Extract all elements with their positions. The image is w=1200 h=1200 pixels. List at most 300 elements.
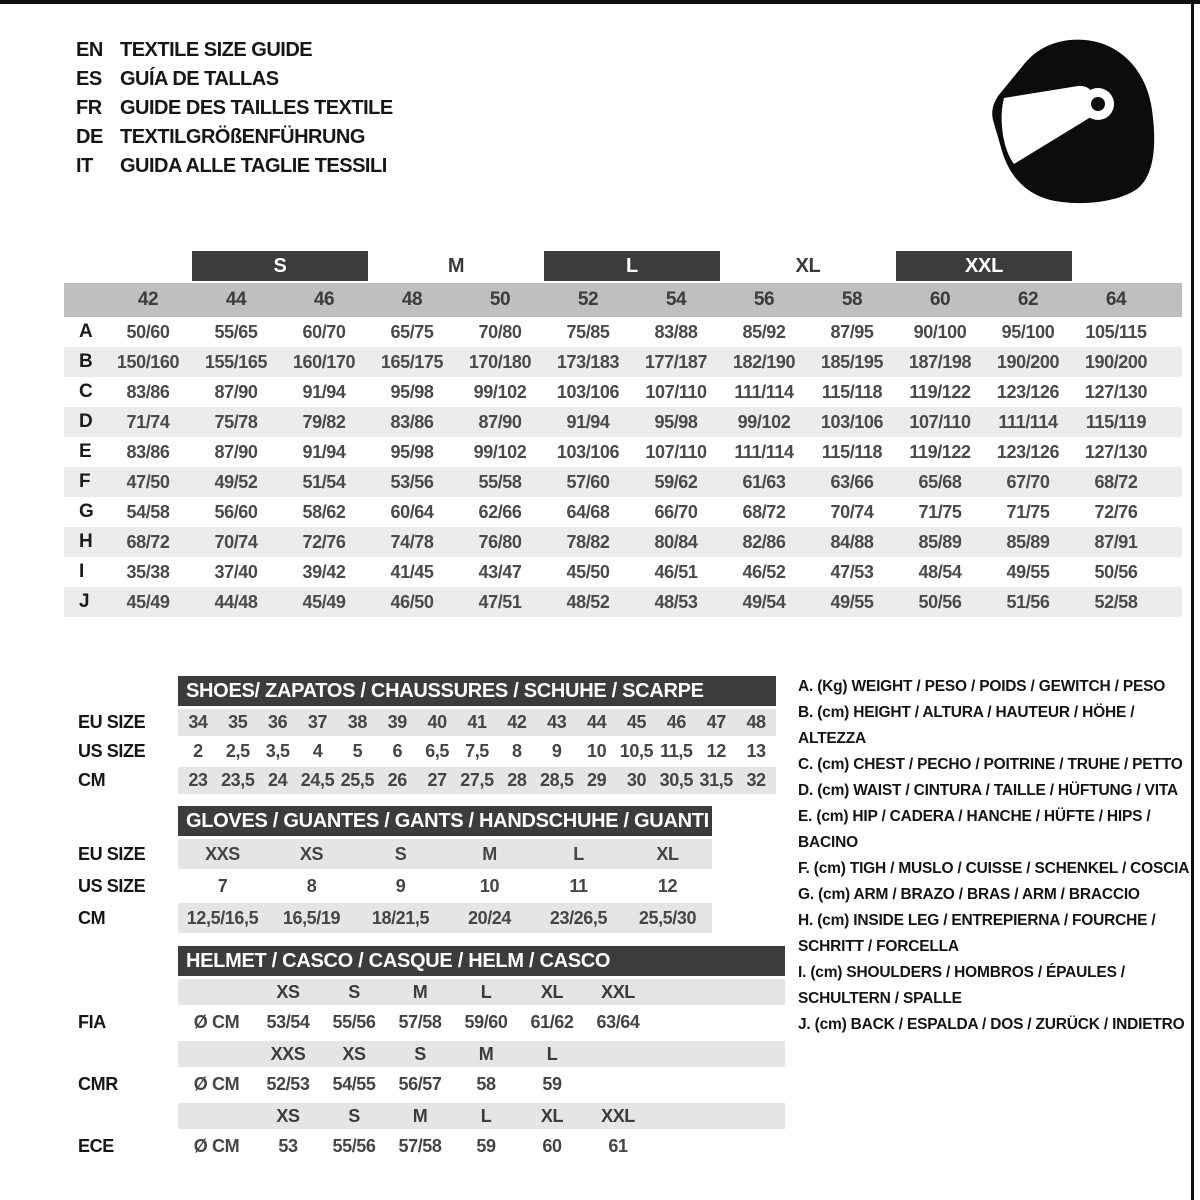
value-cell: 43/47 <box>478 561 522 582</box>
value-cell: 50/56 <box>1094 561 1138 582</box>
value-cell: 35/38 <box>126 561 170 582</box>
value-cell: 46/50 <box>390 591 434 612</box>
value-cell: 68/72 <box>742 501 786 522</box>
value-cell: 20/24 <box>445 903 534 933</box>
size-header: XXL <box>585 1103 651 1129</box>
value-cell: 53/54 <box>266 1011 310 1032</box>
racing-helmet-icon <box>978 34 1156 206</box>
table-row-e <box>64 437 1182 467</box>
size-header: XXS <box>255 1041 321 1067</box>
size-header: XL <box>519 1103 585 1129</box>
size-header-gutter <box>64 1103 178 1129</box>
value-cell: 68/72 <box>1094 471 1138 492</box>
table-row-i <box>64 557 1182 587</box>
value-cell: 49/55 <box>1006 561 1050 582</box>
value-cell: 61/62 <box>530 1011 574 1032</box>
value-cell: 103/106 <box>820 411 884 432</box>
unit-spacer <box>178 979 255 1005</box>
size-band-s: S <box>192 251 368 281</box>
value-cell: 35 <box>218 709 258 736</box>
value-cell: 37 <box>298 709 338 736</box>
value-cell: 46/52 <box>742 561 786 582</box>
value-cell: 10,5 <box>619 741 654 761</box>
measurement-legend <box>798 674 1190 1038</box>
gray-filler <box>651 1103 785 1129</box>
value-cell: 44/48 <box>214 591 258 612</box>
unit-spacer <box>178 1041 255 1067</box>
column-header: 64 <box>1105 289 1127 310</box>
value-cell: 59/62 <box>654 471 698 492</box>
value-cell: 57/60 <box>566 471 610 492</box>
value-cell: 27 <box>417 767 457 794</box>
value-cell: 5 <box>352 741 363 761</box>
section-row <box>64 903 712 933</box>
section-title-row <box>64 946 785 976</box>
helmet-size-header <box>64 1103 785 1129</box>
value-cell: 111/114 <box>734 381 794 402</box>
diameter-unit: Ø CM <box>193 1073 240 1094</box>
value-cell: 83/86 <box>126 381 170 402</box>
value-cell: 55/58 <box>478 471 522 492</box>
shoes-size-table <box>64 676 776 796</box>
value-cell: 28,5 <box>537 767 577 794</box>
value-cell: 150/160 <box>116 351 180 372</box>
value-cell: 155/165 <box>204 351 268 372</box>
size-header: S <box>321 1103 387 1129</box>
value-cell: 48 <box>736 709 776 736</box>
value-cell: 25,5/30 <box>623 903 712 933</box>
language-title: TEXTILE SIZE GUIDE <box>120 39 313 61</box>
language-title: GUIDE DES TAILLES TEXTILE <box>120 97 393 119</box>
value-cell: 190/200 <box>1084 351 1148 372</box>
value-cell: 160/170 <box>292 351 356 372</box>
language-row <box>76 65 393 94</box>
legend-item: I. (cm) SHOULDERS / HOMBROS / ÉPAULES / SCHULTERN / SPALLE <box>798 964 1125 1007</box>
helmet-size-header <box>64 1041 785 1067</box>
row-label: B <box>79 351 93 372</box>
value-cell: 44 <box>577 709 617 736</box>
value-cell: 185/195 <box>820 351 884 372</box>
value-cell: 6 <box>392 741 403 761</box>
language-code: IT <box>76 155 93 177</box>
value-cell: 67/70 <box>1006 471 1050 492</box>
section-title-row <box>64 806 712 836</box>
value-cell: 59/60 <box>464 1011 508 1032</box>
value-cell: 83/88 <box>654 321 698 342</box>
value-cell: 111/114 <box>998 411 1058 432</box>
value-cell: 91/94 <box>302 441 346 462</box>
value-cell: 87/95 <box>830 321 874 342</box>
visor-pivot-dot <box>1091 97 1105 111</box>
value-cell: 8 <box>512 741 522 761</box>
value-cell: 28 <box>497 767 537 794</box>
size-header: M <box>453 1041 519 1067</box>
helmet-value-row <box>64 1007 785 1037</box>
value-cell: 23,5 <box>218 767 258 794</box>
value-cell: 12,5/16,5 <box>178 903 267 933</box>
value-cell: 74/78 <box>390 531 434 552</box>
table-row-d <box>64 407 1182 437</box>
value-cell: 46/51 <box>654 561 698 582</box>
value-cell: 23/26,5 <box>534 903 623 933</box>
value-cell: 24,5 <box>298 767 338 794</box>
value-cell: 60/70 <box>302 321 346 342</box>
value-cell: 70/74 <box>214 531 258 552</box>
row-label: CM <box>78 907 106 928</box>
legend-item: A. (Kg) WEIGHT / PESO / POIDS / GEWITCH / PESO <box>798 678 1166 695</box>
value-cell: 84/88 <box>830 531 874 552</box>
value-cell: 65/68 <box>918 471 962 492</box>
row-label: J <box>79 591 90 612</box>
row-label: G <box>79 501 94 522</box>
size-header: XS <box>255 1103 321 1129</box>
helmet-size-table <box>64 946 785 1165</box>
value-cell: 78/82 <box>566 531 610 552</box>
value-cell: 107/110 <box>645 441 707 462</box>
row-label: D <box>79 411 93 432</box>
section-title: GLOVES / GUANTES / GANTS / HANDSCHUHE / GUANTI <box>178 806 712 836</box>
value-cell: 177/187 <box>644 351 708 372</box>
value-cell: 30 <box>617 767 657 794</box>
legend-item: F. (cm) TIGH / MUSLO / CUISSE / SCHENKEL / COSCIA <box>798 860 1190 877</box>
value-cell: 65/75 <box>390 321 434 342</box>
value-cell: 83/86 <box>390 411 434 432</box>
value-cell: 105/115 <box>1085 321 1147 342</box>
value-cell: 190/200 <box>996 351 1060 372</box>
diameter-unit: Ø CM <box>193 1011 240 1032</box>
top-border-line <box>0 0 1200 4</box>
value-cell: 99/102 <box>737 411 791 432</box>
section-row <box>64 839 712 869</box>
value-cell: 45 <box>617 709 657 736</box>
legend-item: B. (cm) HEIGHT / ALTURA / HAUTEUR / HÖHE / ALTEZZA <box>798 704 1135 747</box>
section-title: SHOES/ ZAPATOS / CHAUSSURES / SCHUHE / SCARPE <box>178 676 776 706</box>
value-cell: 4 <box>312 741 323 761</box>
value-cell: 41/45 <box>390 561 434 582</box>
language-code: FR <box>76 97 102 119</box>
gloves-size-table <box>64 806 712 935</box>
value-cell: S <box>356 839 445 869</box>
value-cell: 58/62 <box>302 501 346 522</box>
value-cell: 27,5 <box>457 767 497 794</box>
column-header: 60 <box>929 289 951 310</box>
table-row-f <box>64 467 1182 497</box>
value-cell: 87/90 <box>214 441 258 462</box>
column-header: 42 <box>137 289 159 310</box>
value-cell: 12 <box>657 875 678 896</box>
size-header: XL <box>519 979 585 1005</box>
value-cell: 32 <box>736 767 776 794</box>
size-header: XS <box>255 979 321 1005</box>
value-cell: 54/58 <box>126 501 170 522</box>
value-cell: 36 <box>258 709 298 736</box>
value-cell: 71/74 <box>126 411 170 432</box>
size-header: M <box>387 979 453 1005</box>
size-band-m: M <box>447 254 465 277</box>
language-title: GUIDA ALLE TAGLIE TESSILI <box>120 155 387 177</box>
table-row-j <box>64 587 1182 617</box>
size-header: M <box>387 1103 453 1129</box>
value-cell: 58 <box>476 1073 496 1094</box>
column-header: 48 <box>401 289 423 310</box>
value-cell: 3,5 <box>265 741 290 761</box>
value-cell: 115/119 <box>1085 411 1147 432</box>
section-row <box>64 738 776 765</box>
value-cell: 2,5 <box>225 741 250 761</box>
helmet-size-header <box>64 979 785 1005</box>
value-cell: 50/56 <box>918 591 962 612</box>
row-label: US SIZE <box>78 875 146 896</box>
language-code: ES <box>76 68 102 90</box>
section-gutter <box>64 806 178 836</box>
value-cell: 99/102 <box>473 441 527 462</box>
value-cell: 55/65 <box>214 321 258 342</box>
value-cell: XL <box>623 839 712 869</box>
value-cell: 107/110 <box>645 381 707 402</box>
right-border-line <box>1191 0 1194 1200</box>
value-cell: L <box>534 839 623 869</box>
section-row <box>64 767 776 794</box>
value-cell: 85/89 <box>1006 531 1050 552</box>
row-label: EU SIZE <box>78 843 146 864</box>
language-code: DE <box>76 126 103 148</box>
section-row <box>64 871 712 901</box>
value-cell: 119/122 <box>909 441 971 462</box>
value-cell: 50/60 <box>126 321 170 342</box>
size-header: XS <box>321 1041 387 1067</box>
value-cell: 29 <box>577 767 617 794</box>
value-cell: 61 <box>608 1135 628 1156</box>
column-header: 62 <box>1017 289 1039 310</box>
value-cell: 37/40 <box>214 561 258 582</box>
language-code: EN <box>76 39 103 61</box>
value-cell: 107/110 <box>909 411 971 432</box>
standard-label: ECE <box>78 1135 114 1156</box>
size-header: L <box>519 1041 585 1067</box>
value-cell: 53/56 <box>390 471 434 492</box>
value-cell: 62/66 <box>478 501 522 522</box>
value-cell: 30,5 <box>656 767 696 794</box>
value-cell: XS <box>267 839 356 869</box>
value-cell: 45/49 <box>126 591 170 612</box>
value-cell: 123/126 <box>996 441 1060 462</box>
columns-header-row <box>64 283 1182 317</box>
value-cell: 187/198 <box>908 351 972 372</box>
value-cell: 111/114 <box>734 441 794 462</box>
value-cell: 70/74 <box>830 501 874 522</box>
value-cell: 56/57 <box>398 1073 442 1094</box>
value-cell: 2 <box>193 741 203 761</box>
value-cell: 51/56 <box>1006 591 1050 612</box>
value-cell: 60/64 <box>390 501 434 522</box>
value-cell: 59 <box>542 1073 562 1094</box>
size-header-gutter <box>64 979 178 1005</box>
value-cell: 75/85 <box>566 321 610 342</box>
value-cell: 80/84 <box>654 531 698 552</box>
value-cell: 71/75 <box>918 501 962 522</box>
value-cell: 39/42 <box>302 561 346 582</box>
column-header: 54 <box>665 289 687 310</box>
legend-item: E. (cm) HIP / CADERA / HANCHE / HÜFTE / HIPS / BACINO <box>798 808 1151 851</box>
value-cell: 61/63 <box>742 471 786 492</box>
size-band-xxl: XXL <box>896 251 1072 281</box>
value-cell: 56/60 <box>214 501 258 522</box>
column-header: 44 <box>225 289 247 310</box>
value-cell: 95/98 <box>390 441 434 462</box>
value-cell: 40 <box>417 709 457 736</box>
row-label: E <box>79 441 92 462</box>
language-row <box>76 36 393 65</box>
value-cell: 85/89 <box>918 531 962 552</box>
value-cell: 95/98 <box>654 411 698 432</box>
value-cell: 49/55 <box>830 591 874 612</box>
value-cell: 123/126 <box>996 381 1060 402</box>
section-gutter <box>64 946 178 976</box>
value-cell: 95/98 <box>390 381 434 402</box>
value-cell: 60 <box>542 1135 562 1156</box>
value-cell: 34 <box>178 709 218 736</box>
value-cell: 95/100 <box>1001 321 1055 342</box>
value-cell: 49/52 <box>214 471 258 492</box>
value-cell: 103/106 <box>556 381 620 402</box>
row-label: I <box>79 561 84 582</box>
value-cell: 59 <box>476 1135 496 1156</box>
value-cell: 48/53 <box>654 591 698 612</box>
value-cell: 45/49 <box>302 591 346 612</box>
value-cell: 85/92 <box>742 321 786 342</box>
value-cell: M <box>445 839 534 869</box>
value-cell: 75/78 <box>214 411 258 432</box>
value-cell: 8 <box>306 875 317 896</box>
legend-item: D. (cm) WAIST / CINTURA / TAILLE / HÜFTUNG / VITA <box>798 782 1178 799</box>
value-cell: 38 <box>337 709 377 736</box>
legend-item: H. (cm) INSIDE LEG / ENTREPIERNA / FOURCHE / SCHRITT / FORCELLA <box>798 912 1156 955</box>
textile-size-table <box>64 251 1182 617</box>
column-header: 52 <box>577 289 599 310</box>
value-cell: 31,5 <box>696 767 736 794</box>
value-cell: 6,5 <box>425 741 450 761</box>
size-header: S <box>321 979 387 1005</box>
value-cell: 63/64 <box>596 1011 640 1032</box>
value-cell: 48/52 <box>566 591 610 612</box>
value-cell: 47/51 <box>478 591 522 612</box>
value-cell: 63/66 <box>830 471 874 492</box>
value-cell: 42 <box>497 709 537 736</box>
column-header: 56 <box>753 289 775 310</box>
section-row <box>64 709 776 736</box>
column-header: 58 <box>841 289 863 310</box>
value-cell: 41 <box>457 709 497 736</box>
value-cell: 66/70 <box>654 501 698 522</box>
value-cell: 99/102 <box>473 381 527 402</box>
section-gutter <box>64 676 178 706</box>
value-cell: 72/76 <box>1094 501 1138 522</box>
value-cell: 82/86 <box>742 531 786 552</box>
value-cell: 79/82 <box>302 411 346 432</box>
row-label: F <box>79 471 91 492</box>
value-cell: 10 <box>479 875 500 896</box>
table-row-c <box>64 377 1182 407</box>
value-cell: 43 <box>537 709 577 736</box>
value-cell: 83/86 <box>126 441 170 462</box>
legend-item: G. (cm) ARM / BRAZO / BRAS / ARM / BRACCIO <box>798 886 1140 903</box>
value-cell: 48/54 <box>918 561 962 582</box>
value-cell: 72/76 <box>302 531 346 552</box>
legend-item: C. (cm) CHEST / PECHO / POITRINE / TRUHE / PETTO <box>798 756 1183 773</box>
value-cell: 68/72 <box>126 531 170 552</box>
row-label: CM <box>78 770 106 790</box>
value-cell: XXS <box>178 839 267 869</box>
value-cell: 46 <box>656 709 696 736</box>
value-cell: 52/53 <box>266 1073 310 1094</box>
language-title: TEXTILGRÖßENFÜHRUNG <box>120 126 365 148</box>
value-cell: 10 <box>586 741 607 761</box>
value-cell: 127/130 <box>1084 381 1148 402</box>
size-header-empty <box>585 1041 651 1067</box>
value-cell: 64/68 <box>566 501 610 522</box>
language-row <box>76 94 393 123</box>
value-cell: 90/100 <box>913 321 967 342</box>
legend-item: J. (cm) BACK / ESPALDA / DOS / ZURÜCK / INDIETRO <box>798 1016 1185 1033</box>
row-label: H <box>79 531 93 552</box>
size-header: L <box>453 979 519 1005</box>
value-cell: 55/56 <box>332 1135 376 1156</box>
value-cell: 103/106 <box>556 441 620 462</box>
value-cell: 87/91 <box>1094 531 1138 552</box>
value-cell: 16,5/19 <box>267 903 356 933</box>
value-cell: 71/75 <box>1006 501 1050 522</box>
row-label-spacer <box>64 283 104 317</box>
value-cell: 52/58 <box>1094 591 1138 612</box>
value-cell: 7,5 <box>465 741 489 761</box>
section-title: HELMET / CASCO / CASQUE / HELM / CASCO <box>178 946 785 976</box>
unit-spacer <box>178 1103 255 1129</box>
size-header-gutter <box>64 1041 178 1067</box>
row-label: EU SIZE <box>78 712 146 732</box>
value-cell: 91/94 <box>302 381 346 402</box>
value-cell: 49/54 <box>742 591 786 612</box>
language-row <box>76 152 393 181</box>
size-header: S <box>387 1041 453 1067</box>
table-row-b <box>64 347 1182 377</box>
value-cell: 119/122 <box>909 381 971 402</box>
value-cell: 23 <box>178 767 218 794</box>
value-cell: 165/175 <box>380 351 444 372</box>
value-cell: 26 <box>377 767 417 794</box>
value-cell: 115/118 <box>821 441 883 462</box>
value-cell: 7 <box>217 875 228 896</box>
value-cell: 18/21,5 <box>356 903 445 933</box>
value-cell: 170/180 <box>468 351 532 372</box>
value-cell: 87/90 <box>478 411 522 432</box>
value-cell: 47/50 <box>126 471 170 492</box>
value-cell: 76/80 <box>478 531 522 552</box>
value-cell: 57/58 <box>398 1011 442 1032</box>
table-row-h <box>64 527 1182 557</box>
column-header: 46 <box>313 289 335 310</box>
value-cell: 51/54 <box>302 471 346 492</box>
value-cell: 70/80 <box>478 321 522 342</box>
size-band-row <box>64 251 1182 281</box>
value-cell: 47/53 <box>830 561 874 582</box>
value-cell: 53 <box>278 1135 298 1156</box>
helmet-value-row <box>64 1131 785 1161</box>
value-cell: 12 <box>706 741 726 761</box>
value-cell: 55/56 <box>332 1011 376 1032</box>
value-cell: 54/55 <box>332 1073 376 1094</box>
value-cell: 11 <box>569 875 588 896</box>
gray-filler <box>651 979 785 1005</box>
